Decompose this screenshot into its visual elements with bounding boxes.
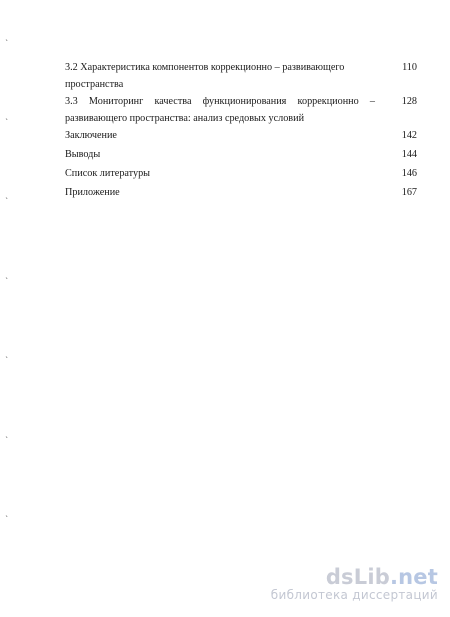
margin-tick: ` [5,356,9,365]
toc-page-number: 110 [402,62,417,73]
watermark-brand-main: dsLib [325,565,390,589]
toc-entry-title: 3.2 Характеристика компонентов коррекционно – развивающего [65,62,345,73]
margin-tick: ` [5,277,9,286]
dslib-watermark [271,566,438,602]
watermark-brand-accent: .net [389,565,438,589]
toc-entry-3-2[interactable] [65,59,417,93]
margin-tick: ` [5,197,9,206]
toc-page-number: 142 [401,130,417,141]
toc-entry-title: Приложение [65,187,120,198]
watermark-subtitle: библиотека диссертаций [270,588,438,602]
toc-entry-references[interactable] [65,165,417,182]
toc-entry-findings[interactable] [65,146,417,163]
toc-entry-title: Список литературы [65,168,151,179]
toc-entry-title-continued: пространства [65,79,124,90]
watermark-brand [271,566,438,588]
toc-page-number: 128 [401,96,417,107]
toc-entry-title: Выводы [65,149,101,160]
toc-page-number: 144 [401,149,417,160]
margin-tick: ` [5,39,9,48]
toc-entry-conclusion[interactable] [65,127,417,144]
toc-entry-title: 3.3 Мониторинг качества функционирования коррекционно – [65,96,375,107]
toc-page-number: 167 [401,187,417,198]
toc-entry-3-3[interactable] [65,93,417,127]
margin-tick: ` [5,118,9,127]
toc-entry-title-continued: развивающего пространства: анализ средовых условий [65,113,305,124]
toc-entry-appendix[interactable] [65,184,417,201]
margin-tick: ` [5,436,9,445]
toc-page-number: 146 [401,168,417,179]
margin-tick: ` [5,515,9,524]
toc-entry-title: Заключение [65,130,117,141]
